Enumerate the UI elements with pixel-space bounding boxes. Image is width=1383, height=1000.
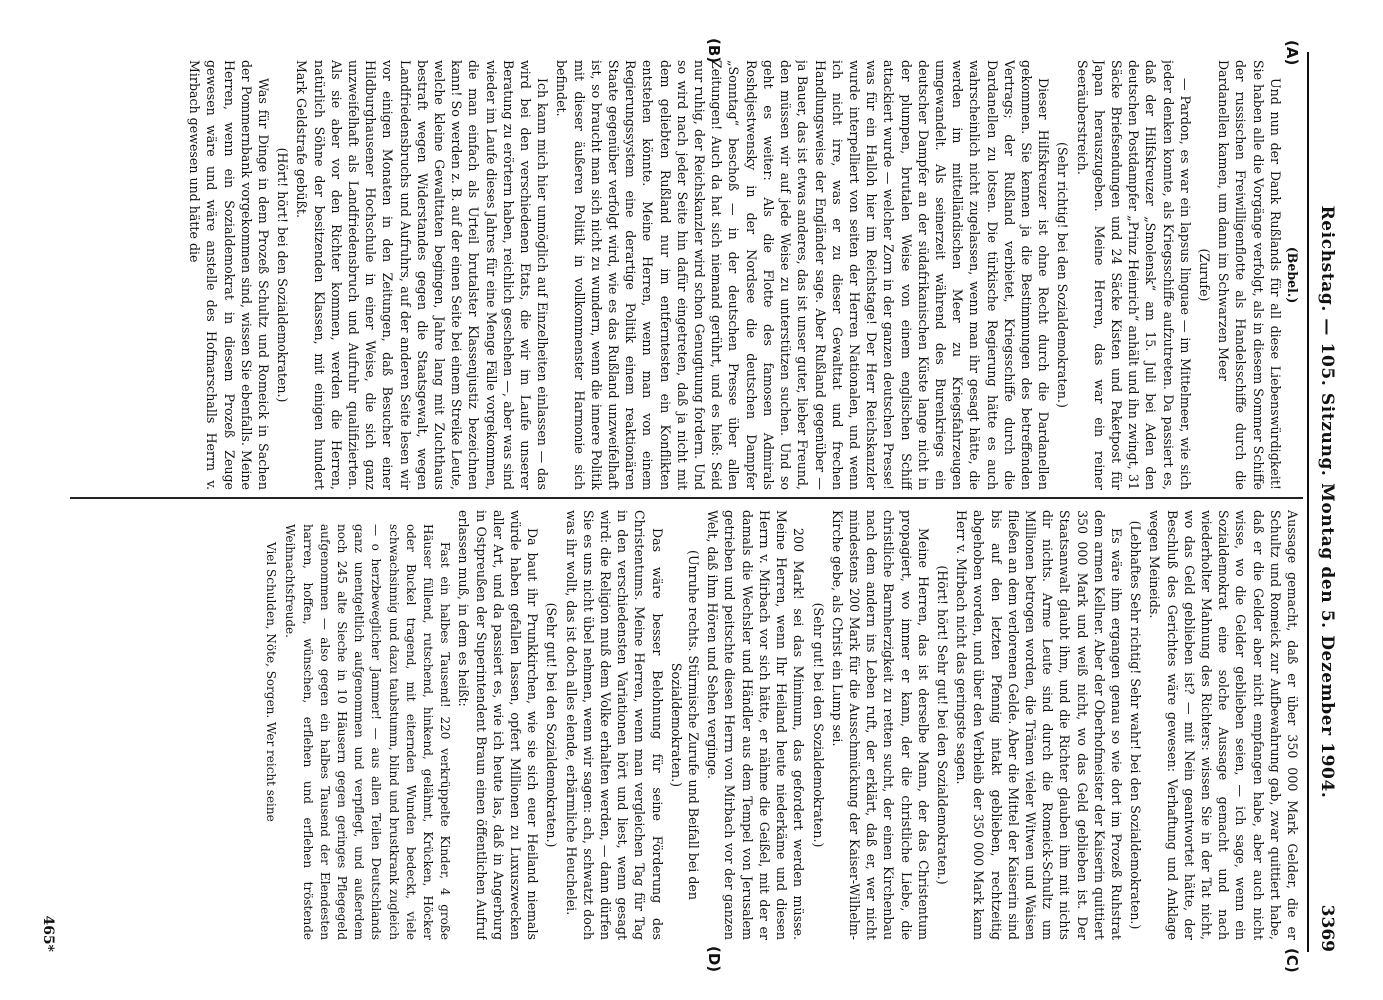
margin-marker-b: (B) <box>705 38 723 64</box>
paragraph: Dieser Hilfskreuzer ist ohne Recht durch die Dardanellen gekommen. Sie kennen ja die Bestimmungen des betreffenden Vertrags; der Rußland verbietet, Kriegsschiffe durch die Dardanellen zu lotsen. Die türkische Regierung hätte es auch wahrscheinlich nicht zugelassen, wenn man ihr gesagt hätte, die werden im mittelländischen Meer zu Kriegsfahrzeugen umgewandelt. Als seinerzeit während des Burenkriegs ein deutscher Dampfer an der südafrikanischen Küste lange nicht in der plumpen, brutalen Weise von einem englischen Schiff attackiert wurde — welcher Zorn in der ganzen deutschen Presse! was für ein Halloh hier im Reichstage! Der Herr Reichskanzler wurde interpelliert von seiten der Herren Nationalen, und wenn ich nicht irre, was er zu dieser Gewalttat und frechen Handlungsweise der Engländer sage. Aber Rußland gegenüber — ja Bauer, das ist etwas anderes, das ist unser guter, lieber Freund, den müssen wir auf jede Weise zu unterstützen suchen. Und so geht es weiter: Als die Flotte des famosen Admirals Roshdjestwensky in der Nordsee die deutschen Dampfer „Sonntag“ beschoß — in der deutschen Presse über allen Zeitungen! Auch da hat sich niemand gerührt, und es hieß: Seid nur ruhig, der Reichskanzler wird schon Genugtuung fordern. Und so wird nach jeder Seite hin dafür eingetreten, daß ja nicht mit dem geliebten Rußland nur im entferntesten ein Konflikten entstehen könnte. Meine Herren, wenn man von einem Regierungssystem eine derartige Politik einem reaktionären Staate gegenüber verfolgt wird, wie es das Rußland unzweifelhaft ist, so braucht man sich nicht zu wundern, wenn die innere Politik mit dieser äußeren Politik in vollkommenster Harmonie sich befindet. <box>554 60 1052 490</box>
paragraph: Das wäre besser Belohnung für seine Förderung des Christentums. Meine Herren, wenn man vergleichen Tag für Tag in den verschiedensten Variationen hört und liest, wenn gesagt wird: die Religion muß dem Volke erhalten werden, — dann dürfen Sie es uns nicht übel nehmen, wenn wir sagen: ach, schwatzt doch was ihr wollt, das ist doch alles elende, erbärmliche Heuchelei. <box>563 510 665 940</box>
interjection: (Zurufe) <box>1196 248 1212 302</box>
page-title: Reichstag. — 105. Sitzung. Montag den 5. Dezember 1904. <box>1317 205 1337 799</box>
paragraph: Was für Dinge in dem Prozeß Schultz und Romeick in Sachen der Pommernbank vorgekommen sind, wissen Sie ebenfalls. Meine Herren, wenn ein Sozialdemokrat in diesem Prozeß Zeuge gewesen wäre und wäre anstelle des Hofmarschalls Herrn v. Mirbach gewesen und hätte die <box>187 60 272 490</box>
interjection: (Hört! hört! Sehr gut! bei den Sozialdemokraten.) <box>934 565 950 885</box>
page-header <box>1311 52 1337 952</box>
paragraph: Aussage gemacht, daß er über 350 000 Mark Gelder, die er Schultz und Romeick zur Aufbewahrung gab, zwar quittiert habe, daß er die Gelder aber nicht empfangen habe, aber auch nicht wisse, wo die Gelder geblieben seien, — ich sage, wenn ein Sozialdemokrat eine solche Aussage gemacht und nach wiederholter Mahnung des Richters: wissen Sie in der Tat nicht, wo das Geld geblieben ist? — mit Nein geantwortet hätte, der Beschluß des Gerichtes wäre gewesen: Verhaftung und Anklage wegen Meineids. <box>1147 510 1300 940</box>
quoted-appeal: Fast ein halbes Tausend! 220 verkrüppelte Kinder, 4 große Häuser füllend, rutschend, hinkend, gelähmt, Krücken, Höcker oder Buckel tragend, mit eiternden Wunden bedeckt, viele schwachsinnig und dazu taubstumm, blind und brustkrank zugleich — o herzbeweglicher Jammer! — aus allen Teilen Deutschlands ganz unentgeltlich aufgenommen und verpflegt, und außerdem noch 245 alte Sieche in 10 Häusern gegen geringes Pflegegeld aufgenommen — also gegen ein halbes Tausend der Elendesten harren, hoffen, wünschen, erflehen und erflehen tröstende Weihnachtsfreude. <box>283 524 453 940</box>
paragraph: 200 Mark! sei das Minimum, das gefordert werden müsse. Meine Herren, wenn Ihr Heiland heute niederkäme und diesen Herrn v. Mirbach vor sich hätte, er nähme die Geißel, mit der er damals die Wechsler und Händler aus dem Tempel von Jerusalem getrieben und peitschte diesen Herrn von Mirbach vor der ganzen Welt, daß ihm Hören und Sehen verginge. <box>705 510 807 940</box>
header-rule <box>1307 52 1309 952</box>
paragraph: Und nun der Dank Rußlands für all diese Liebenswürdigkeit! Sie haben alle die Vorgänge verfolgt, als in diesem Sommer Schiffe der russischen Freiwilligenflotte als Handelsschiffe durch die Dardanellen kamen, um dann im Schwarzen Meer <box>1216 60 1283 490</box>
margin-marker-d: (D) <box>705 946 723 973</box>
column-divider <box>70 497 1303 499</box>
speaker-name: (Bebel.) <box>1285 246 1300 304</box>
interjection: (Unruhe rechts. Stürmische Zurufe und Beifall bei den Sozialdemokraten.) <box>668 550 702 900</box>
interjection: (Lebhaftes Sehr richtig! Sehr wahr! bei den Sozialdemokraten.) <box>1128 520 1144 930</box>
left-column <box>80 60 1301 490</box>
page-signature: 465* <box>40 915 56 952</box>
paragraph: Da baut ihr Prunkkirchen, wie sie sich euer Heiland niemals würde haben gefallen lassen, opfert Millionen zu Luxuszwecken aller Art, und da passiert es, wie ich heute las, daß in Angerburg in Ostpreußen der Superintendent Braun einen öffentlichen Aufruf erlassen muß, in dem es heißt: <box>456 510 541 940</box>
interjection: (Sehr gut! bei den Sozialdemokraten.) <box>544 602 560 848</box>
margin-marker-a: (A) <box>1283 40 1301 66</box>
paragraph: Meine Herren, das ist derselbe Mann, der das Christentum propagiert, wo immer er kann, der die christliche Liebe, die christliche Barmherzigkeit zu retten sucht, der einen Kirchenbau nach dem andern ins Leben ruft, der erklärt, daß er, wer nicht mindestens 200 Mark für die Ausschmückung der Kaiser-Wilhelm-Kirche gebe, als Christ ein Lump sei. <box>829 510 931 940</box>
right-column <box>80 510 1301 940</box>
paragraph: — Pardon, es war ein lapsus linguae — im Mittelmeer, wie sich jeder denken konnte, als Kriegsschiffe aufzutreten. Da passiert es, daß der Hilfskreuzer „Smolensk“ am 15. Juli bei Aden den deutschen Postdampfer „Prinz Heinrich“ anhält und ihn zwingt, 31 Säcke Briefsendungen und 24 Säcke Kisten und Paketpost für Japan herauszugeben. Meine Herren, das war ein reiner Seeräuberstreich. <box>1074 60 1193 490</box>
paragraph: Es wäre ihm ergangen genau so wie dort im Prozeß Ruhstrat dem armen Kellner. Aber der Oberhofmeister der Kaiserin quittiert 350 000 Mark und weiß nicht, wo das Geld geblieben ist. Der Staatsanwalt glaubt ihm, und die Richter glauben ihm mit nichts dir nichts. Arme Leute sind durch die Romeick-Schultz um Millionen betrogen worden, die Tränen vieler Witwen und Waisen fließen an dem verlorenen Gelde. Aber die Mittel der Kaiserin sind bis auf den letzten Pfennig intakt geblieben, rechtzeitig abgehoben worden, und über den Verbleib der 350 000 Mark kann Herr v. Mirbach nicht das geringste sagen. <box>954 510 1124 940</box>
paragraph: Ich kann mich hier unmöglich auf Einzelheiten einlassen — das wird bei den verschiedenen Etats, die wir im Laufe unserer Beratung zu erörtern haben, reichlich geschehen —, aber was sind wieder im Laufe dieses Jahres für eine Menge Fälle vorgekommen, die man einfach als Urteil brutalster Klassenjustiz bezeichnen kann! So werden z. B. auf der einen Seite bei einem Streike Leute, welche kleine Gewalttaten begingen, Jahre lang mit Zuchthaus bestraft wegen Widerstandes gegen die Staatsgewalt, wegen Landfriedensbruchs und Aufruhrs, auf der anderen Seite lesen wir vor einigen Monaten in den Zeitungen, daß Besucher einer Hildburghausener Hochschule in einer Weise, die sich ganz unzweifelhaft als Landfriedensbruch und Aufruhr qualifizierten. Als sie aber vor den Richter kommen, werden die Herren, natürlich Söhne der besitzenden Klassen, mit einigen hundert Mark Geldstrafe gebüßt. <box>294 60 551 490</box>
quoted-appeal: Viel Schulden, Nöte, Sorgen. Wer reicht seine <box>264 542 279 822</box>
page-number: 3369 <box>1317 904 1337 952</box>
interjection: (Sehr richtig! bei den Sozialdemokraten.) <box>1055 142 1071 408</box>
margin-marker-c: (C) <box>1283 948 1301 973</box>
interjection: (Sehr gut! bei den Sozialdemokraten.) <box>810 602 826 848</box>
interjection: (Hört! hört! bei den Sozialdemokraten.) <box>275 147 291 403</box>
